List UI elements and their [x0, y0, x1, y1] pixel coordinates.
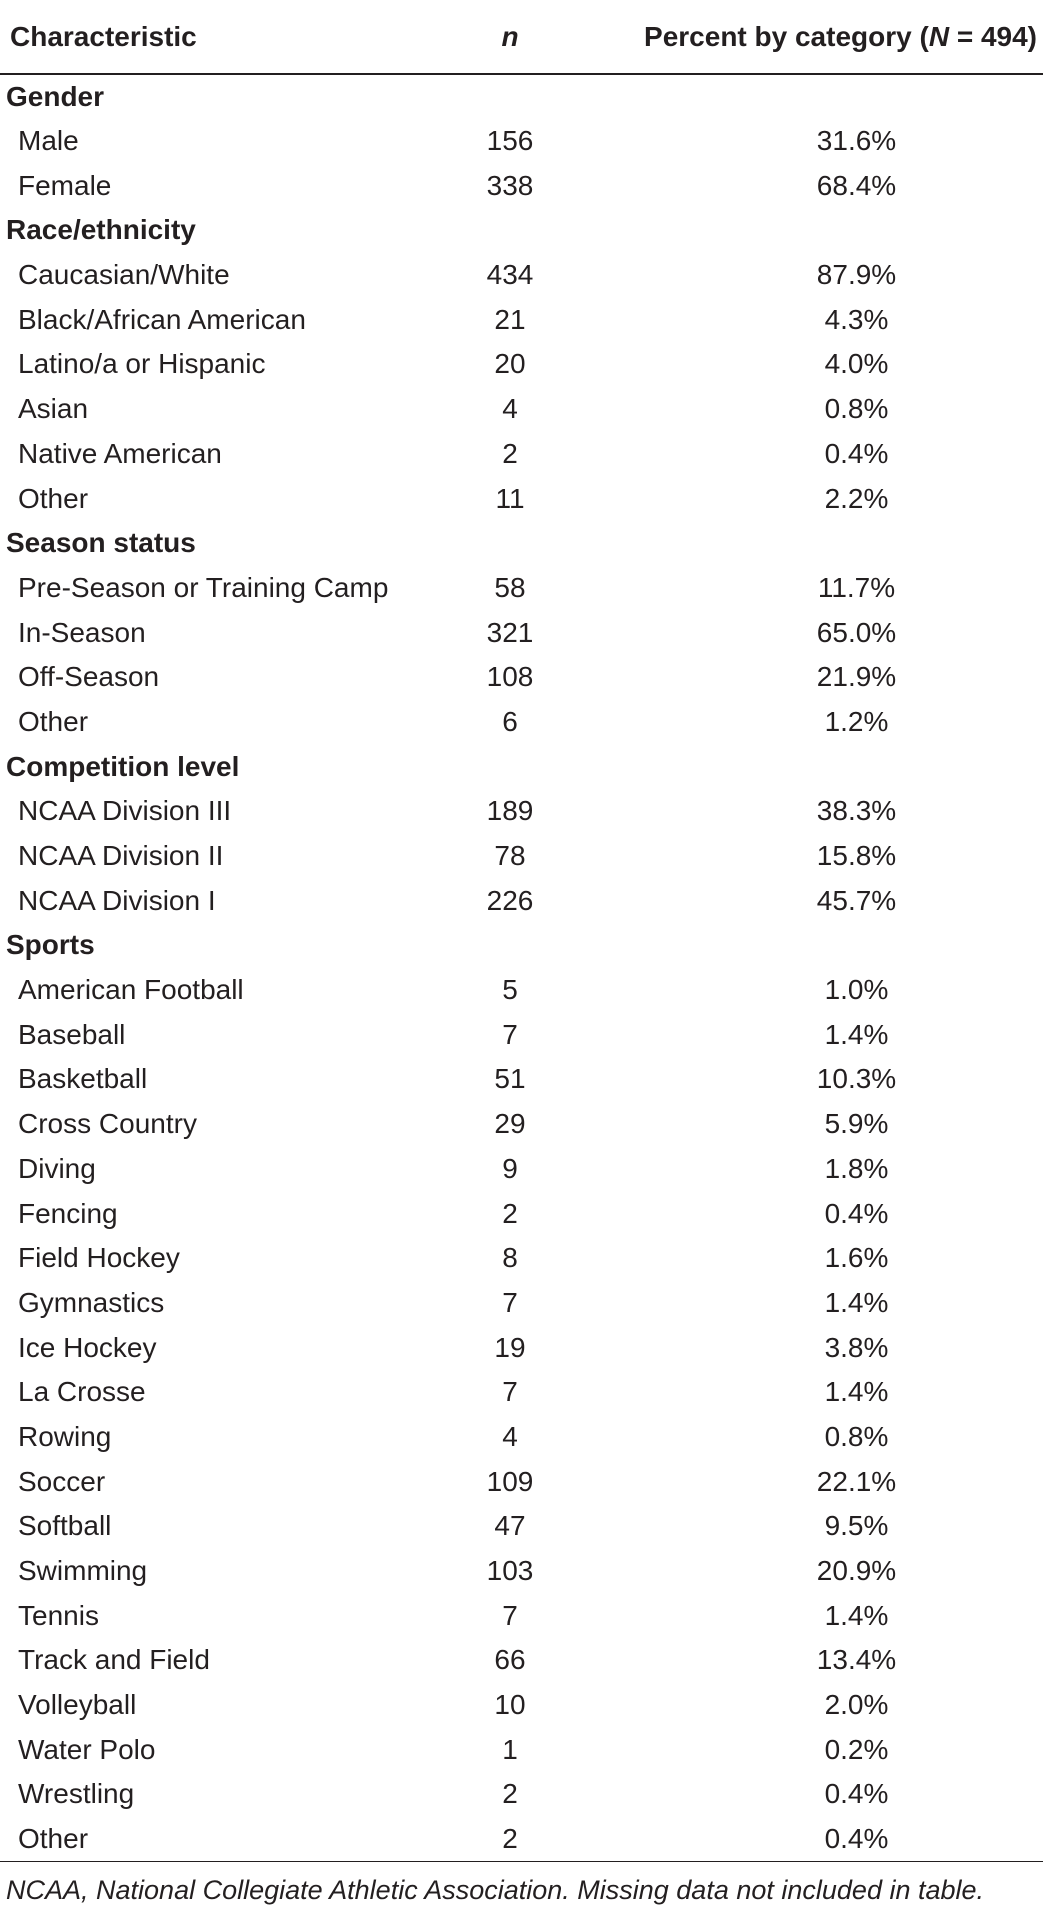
row-label: Basketball — [18, 1063, 148, 1095]
table-row — [0, 1504, 1043, 1549]
row-percent: 1.4% — [824, 1599, 889, 1631]
row-count: 7 — [502, 1376, 518, 1408]
header-percent — [580, 0, 1043, 74]
row-percent: 1.4% — [824, 1018, 889, 1050]
row-percent: 0.4% — [824, 1197, 889, 1229]
group-row — [0, 74, 1043, 119]
table-row — [0, 1727, 1043, 1772]
table-row — [0, 610, 1043, 655]
row-label: NCAA Division I — [18, 884, 216, 916]
table-row — [0, 1057, 1043, 1102]
table-body — [0, 74, 1043, 1862]
row-label: Native American — [18, 437, 222, 469]
table-row — [0, 700, 1043, 745]
header-percent-N: N — [928, 20, 950, 52]
row-label: Female — [18, 169, 112, 201]
group-row — [0, 521, 1043, 566]
row-label: Volleyball — [18, 1689, 137, 1721]
row-percent: 20.9% — [816, 1555, 897, 1587]
row-percent: 1.4% — [824, 1376, 889, 1408]
table-row — [0, 432, 1043, 477]
row-percent: 1.6% — [824, 1242, 889, 1274]
table-row — [0, 1549, 1043, 1594]
row-percent: 10.3% — [816, 1063, 897, 1095]
row-count: 156 — [486, 125, 534, 157]
row-label: In-Season — [18, 616, 146, 648]
table-footnote: NCAA, National Collegiate Athletic Association. Missing data not included in table. — [6, 1875, 985, 1905]
row-label: Softball — [18, 1510, 112, 1542]
group-title: Gender — [6, 80, 105, 112]
group-title: Competition level — [6, 750, 240, 782]
row-percent: 15.8% — [816, 840, 897, 872]
row-count: 226 — [486, 884, 534, 916]
table-row — [0, 387, 1043, 432]
row-percent: 87.9% — [816, 259, 897, 291]
row-percent: 1.4% — [824, 1286, 889, 1318]
row-label: Other — [18, 482, 89, 514]
row-percent: 65.0% — [816, 616, 897, 648]
row-label: Latino/a or Hispanic — [18, 348, 266, 380]
table-row — [0, 789, 1043, 834]
table-row — [0, 968, 1043, 1013]
row-count: 108 — [486, 661, 534, 693]
row-label: Rowing — [18, 1420, 112, 1452]
row-label: Off-Season — [18, 661, 160, 693]
row-count: 7 — [502, 1599, 518, 1631]
row-label: Other — [18, 705, 89, 737]
table-row — [0, 1817, 1043, 1862]
table-row — [0, 566, 1043, 611]
row-label: NCAA Division II — [18, 840, 224, 872]
table-row — [0, 1012, 1043, 1057]
row-count: 58 — [494, 571, 526, 603]
row-label: Diving — [18, 1152, 96, 1184]
table-row — [0, 1236, 1043, 1281]
row-label: Asian — [18, 393, 89, 425]
row-percent: 21.9% — [816, 661, 897, 693]
header-percent-suffix: = 494) — [949, 20, 1037, 52]
table-row — [0, 253, 1043, 298]
row-label: Field Hockey — [18, 1242, 180, 1274]
row-count: 9 — [502, 1152, 518, 1184]
row-count: 51 — [494, 1063, 526, 1095]
row-label: NCAA Division III — [18, 795, 232, 827]
row-count: 10 — [494, 1689, 526, 1721]
row-percent: 0.4% — [580, 1817, 1043, 1862]
row-count: 8 — [502, 1242, 518, 1274]
row-label: Tennis — [18, 1599, 99, 1631]
row-percent: 4.0% — [824, 348, 889, 380]
row-percent: 38.3% — [816, 795, 897, 827]
row-percent: 4.3% — [824, 303, 889, 335]
row-percent: 45.7% — [816, 884, 897, 916]
row-label: La Crosse — [18, 1376, 146, 1408]
row-label: Soccer — [18, 1465, 106, 1497]
row-count: 2 — [502, 437, 518, 469]
row-count: 66 — [494, 1644, 526, 1676]
row-percent: 1.2% — [824, 705, 889, 737]
row-percent: 2.0% — [824, 1689, 889, 1721]
header-n: n — [440, 0, 580, 74]
row-percent: 0.8% — [824, 393, 889, 425]
row-count: 2 — [502, 1197, 518, 1229]
group-title: Season status — [6, 527, 196, 559]
table-row — [0, 342, 1043, 387]
table-row — [0, 163, 1043, 208]
row-percent: 9.5% — [824, 1510, 889, 1542]
row-label: Gymnastics — [18, 1286, 165, 1318]
table-row — [0, 1593, 1043, 1638]
row-label: Pre-Season or Training Camp — [18, 571, 389, 603]
row-percent: 0.8% — [824, 1420, 889, 1452]
row-count: 338 — [486, 169, 534, 201]
row-percent: 3.8% — [824, 1331, 889, 1363]
row-percent: 31.6% — [816, 125, 897, 157]
row-count: 2 — [502, 1778, 518, 1810]
row-label: Ice Hockey — [18, 1331, 157, 1363]
row-percent: 22.1% — [816, 1465, 897, 1497]
table-row — [0, 1281, 1043, 1326]
row-label: Wrestling — [18, 1778, 135, 1810]
row-count: 21 — [494, 303, 526, 335]
row-count: 20 — [494, 348, 526, 380]
row-count: 1 — [502, 1733, 518, 1765]
row-count: 47 — [494, 1510, 526, 1542]
table-row — [0, 1370, 1043, 1415]
row-label: Male — [18, 125, 79, 157]
table-row — [0, 834, 1043, 879]
row-label: Other — [0, 1817, 440, 1862]
table-row — [0, 1147, 1043, 1192]
row-label: Swimming — [18, 1555, 148, 1587]
row-count: 5 — [502, 974, 518, 1006]
row-count: 4 — [502, 1420, 518, 1452]
header-row — [0, 0, 1043, 74]
row-count: 2 — [440, 1817, 580, 1862]
table-row — [0, 1415, 1043, 1460]
row-label: American Football — [18, 974, 244, 1006]
row-count: 109 — [486, 1465, 534, 1497]
row-count: 7 — [502, 1018, 518, 1050]
row-percent: 13.4% — [816, 1644, 897, 1676]
row-percent: 0.2% — [824, 1733, 889, 1765]
row-percent: 68.4% — [816, 169, 897, 201]
row-label: Black/African American — [18, 303, 306, 335]
header-percent-prefix: Percent by category ( — [644, 20, 929, 52]
table-row — [0, 1683, 1043, 1728]
row-label: Track and Field — [18, 1644, 210, 1676]
group-title: Sports — [6, 929, 95, 961]
row-percent: 5.9% — [824, 1108, 889, 1140]
table-row — [0, 1191, 1043, 1236]
group-title: Race/ethnicity — [6, 214, 196, 246]
table-row — [0, 655, 1043, 700]
row-percent: 11.7% — [817, 571, 896, 603]
row-count: 7 — [502, 1286, 518, 1318]
table-row — [0, 1638, 1043, 1683]
row-label: Fencing — [18, 1197, 118, 1229]
table-row — [0, 878, 1043, 923]
table-row — [0, 1772, 1043, 1817]
row-count: 321 — [486, 616, 534, 648]
row-percent: 1.8% — [824, 1152, 889, 1184]
table-row — [0, 476, 1043, 521]
row-percent: 0.4% — [824, 437, 889, 469]
row-label: Cross Country — [18, 1108, 197, 1140]
row-count: 4 — [502, 393, 518, 425]
table-row — [0, 119, 1043, 164]
row-count: 78 — [494, 840, 526, 872]
row-count: 19 — [494, 1331, 526, 1363]
table-row — [0, 297, 1043, 342]
row-count: 6 — [502, 705, 518, 737]
group-row — [0, 208, 1043, 253]
row-count: 434 — [486, 259, 534, 291]
row-count: 103 — [486, 1555, 534, 1587]
row-label: Water Polo — [18, 1733, 156, 1765]
row-label: Caucasian/White — [18, 259, 230, 291]
row-percent: 1.0% — [824, 974, 889, 1006]
row-count: 29 — [494, 1108, 526, 1140]
table-row — [0, 1459, 1043, 1504]
row-count: 11 — [495, 482, 525, 514]
row-count: 189 — [486, 795, 534, 827]
row-percent: 0.4% — [824, 1778, 889, 1810]
group-row — [0, 923, 1043, 968]
table-row — [0, 1102, 1043, 1147]
table-header — [0, 0, 1043, 74]
row-percent: 2.2% — [824, 482, 889, 514]
table-row — [0, 1325, 1043, 1370]
group-row — [0, 744, 1043, 789]
row-label: Baseball — [18, 1018, 126, 1050]
header-characteristic: Characteristic — [0, 0, 440, 74]
